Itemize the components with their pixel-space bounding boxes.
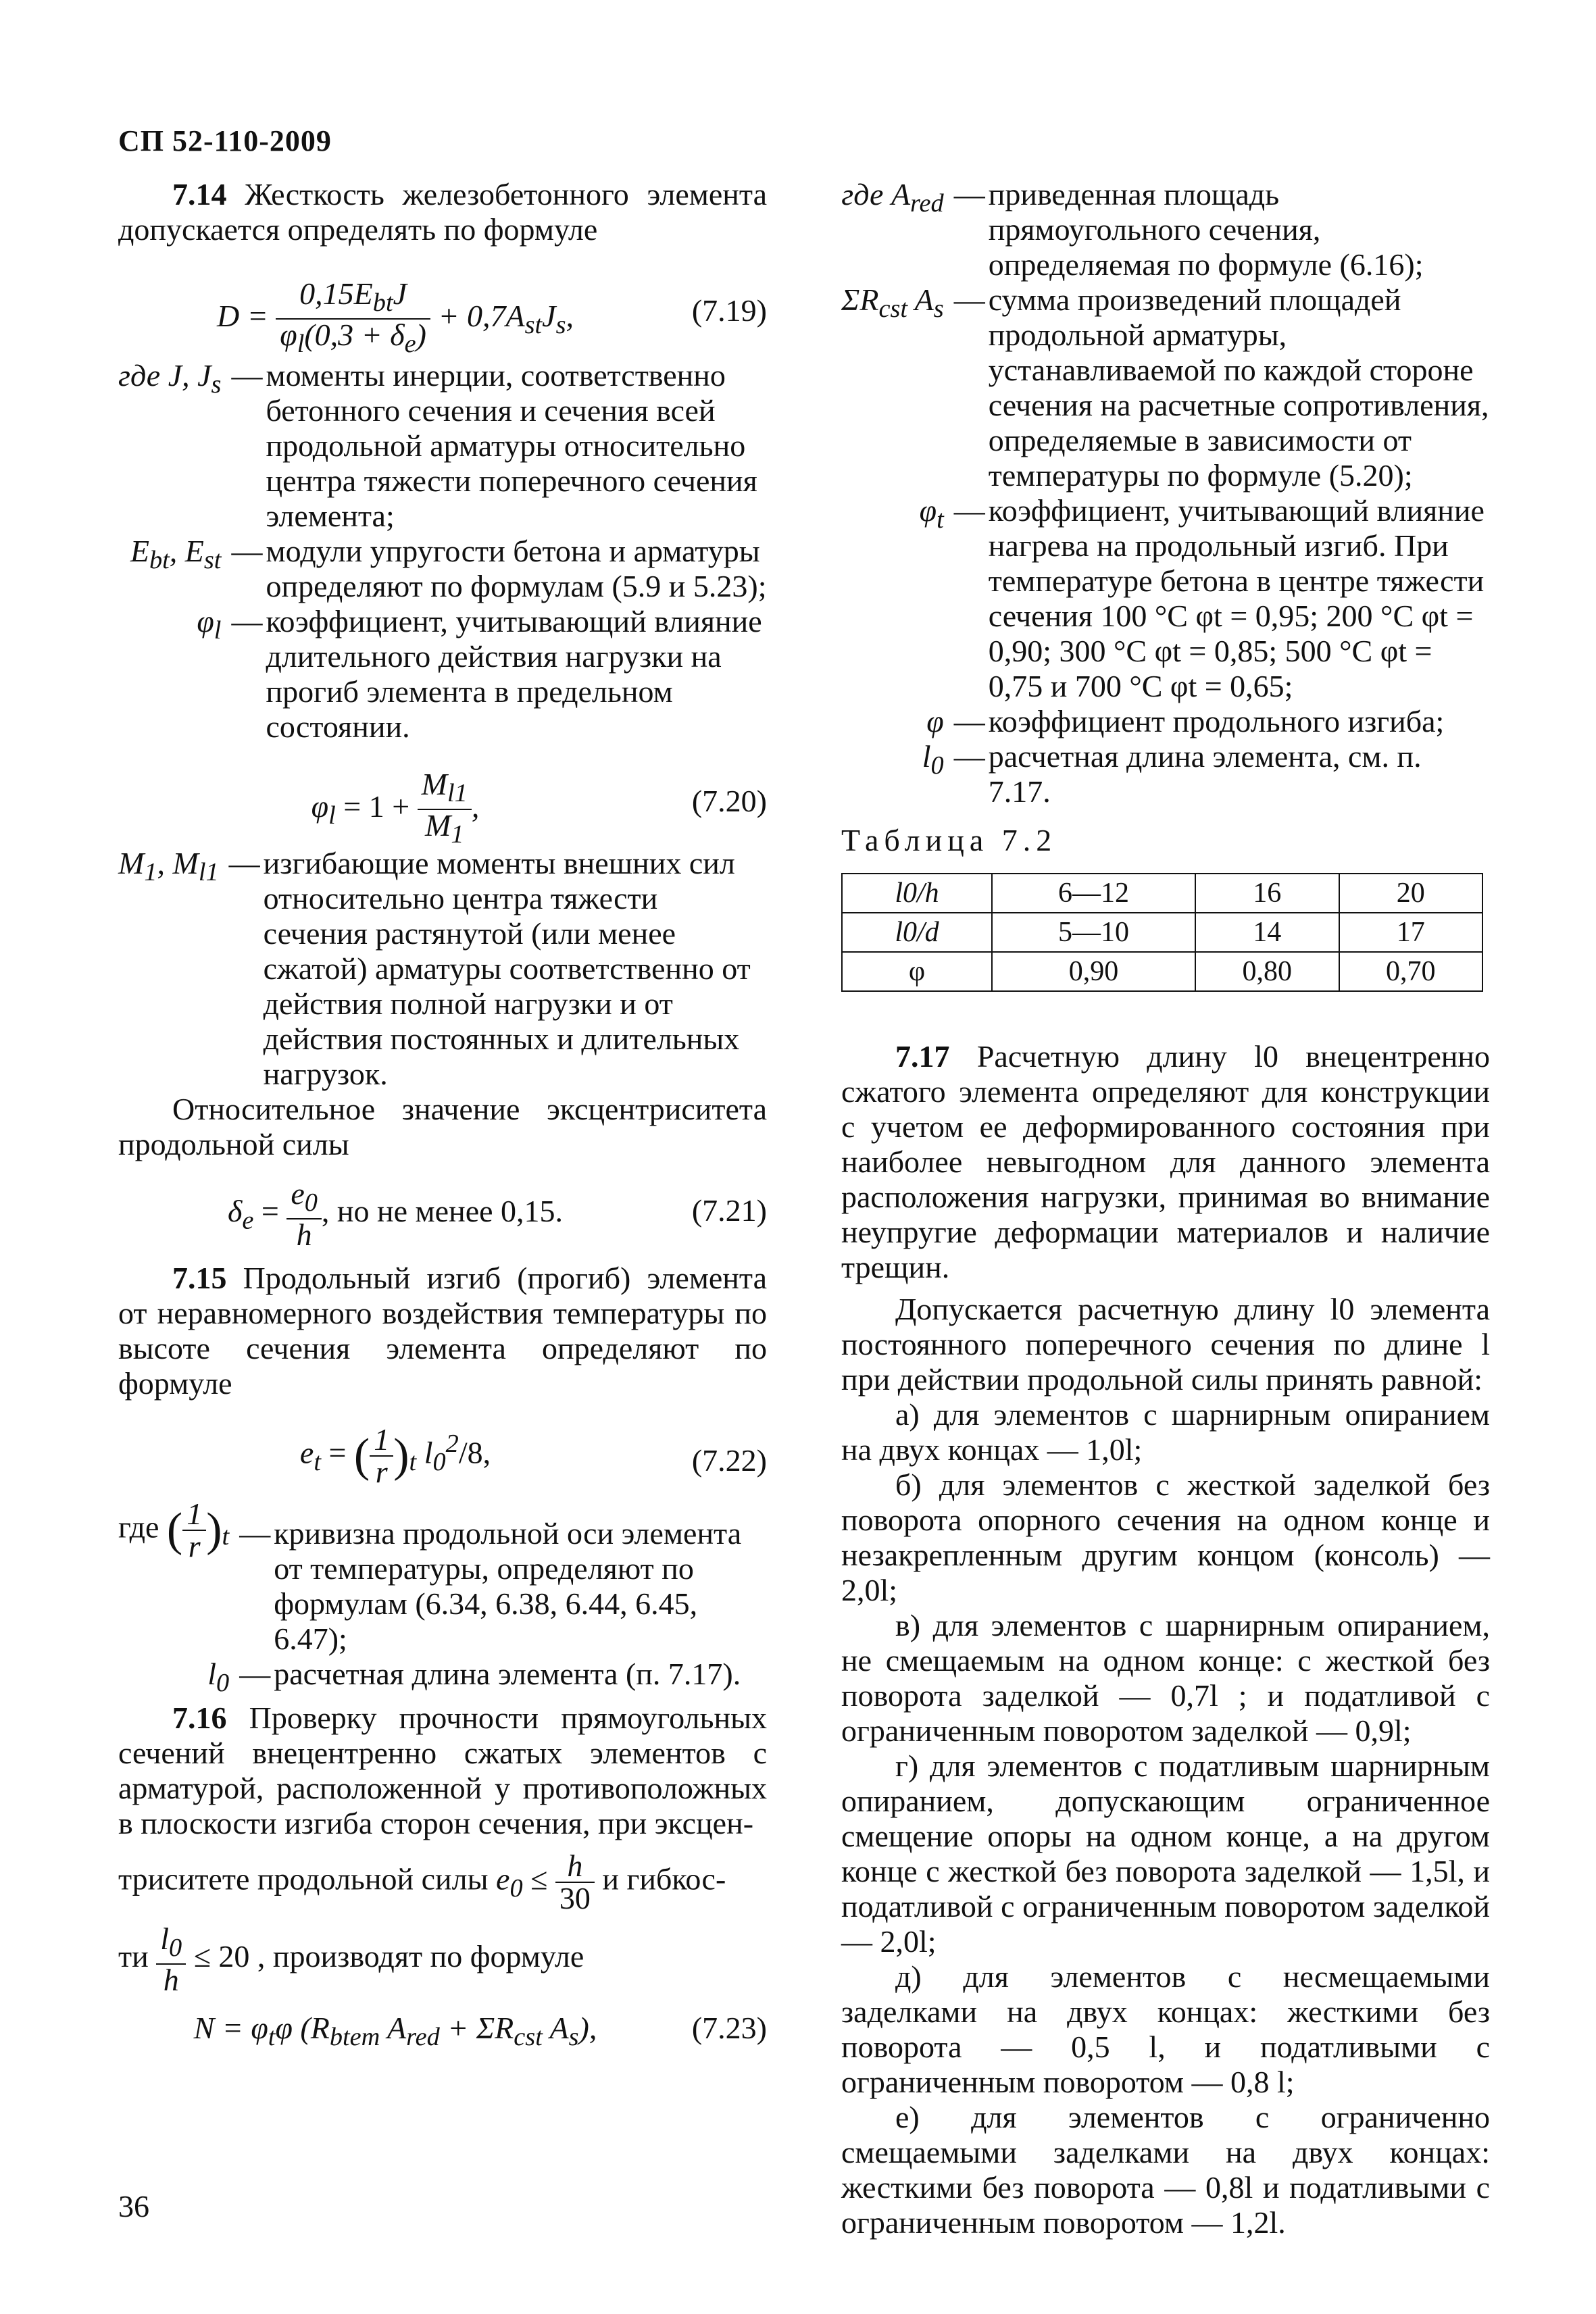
table-row: l0/d 5—10 14 17 bbox=[842, 913, 1482, 952]
page-number: 36 bbox=[118, 2189, 149, 2223]
paragraph-7-16: 7.16 Проверку прочности прямоугольных сечений внецентренно сжатых элементов с арматурой, расположенной у противоположных в плоскости изгиба сторон сечения, при эксцен- bbox=[118, 1701, 767, 1841]
formula-7-21: $\delta_e$ = $\frac{e_0}{h}$ , но не менее 0,15. (7.21) bbox=[227, 1176, 767, 1253]
definitions-list: $M_1$, $M_{l1}$ — изгибающие моменты внешних сил относительно центра тяжести сечения растянутой (или менее сжатой) арматуры соответственно от действия полной нагрузки и от действия постоянных и длительных нагрузок. bbox=[118, 846, 751, 1091]
definitions-list: где $A_{red}$ — приведенная площадь прямоугольного сечения, определяемая по формуле (6.16); $\Sigma R_{cst}$ $A_s$ — сумма произведений площадей продольной арматуры, устанавливаемой по каждой стороне сечения на расчетные сопротивления, определяемые в зависимости от температуры по формуле (5.20); $\varphi_t$ — коэффициент, учитывающий влияние нагрева на продольный изгиб. При температуре бетона в центре тяжести сечения 100 °С φt = 0,95; 200 °С φt = 0,90; 300 °С φt = 0,85; 500 °С φt = 0,75 и 700 °С φt = 0,65; φ — коэффициент продольного изгиба; $l_0$ — расчетная длина элемента, см. п. 7.17. bbox=[841, 177, 1489, 809]
formula-7-19: D = $\frac{0,15E_{bt}J}{\varphi_l(0,3 + \delta_e)}$ + $0,7A_{st}J_s$, (7.19) bbox=[216, 276, 767, 359]
table-caption: Таблица 7.2 bbox=[841, 823, 1057, 857]
list-item: а) для элементов с шарнирным опиранием на двух концах — 1,0l; bbox=[841, 1397, 1490, 1467]
formula-number: (7.23) bbox=[691, 2011, 767, 2046]
definitions-list: где ( $\frac{1}{r}$ )$_t$ — кривизна продольной оси элемента от температуры, определяют по формулам (6.34, 6.38, 6.44, 6.45, 6.47); $l_0$ — расчетная длина элемента (п. 7.17). bbox=[118, 1496, 742, 1698]
document-header: СП 52-110-2009 bbox=[118, 124, 332, 157]
list-item: б) для элементов с жесткой заделкой без поворота опорного сечения на одном конце и незакрепленным другим концом (консоль) — 2,0l; bbox=[841, 1467, 1490, 1607]
formula-number: (7.22) bbox=[691, 1443, 767, 1478]
formula-number: (7.21) bbox=[691, 1193, 767, 1228]
table-row: l0/h 6—12 16 20 bbox=[842, 874, 1482, 913]
paragraph-7-17: 7.17 Расчетную длину l0 внецентренно сжатого элемента определяют для конструкции с учетом ее деформированного состояния при наиболее невыгодном для данного элемента расположения нагрузки, принимая во внимание неупругие деформации материалов и наличие трещин. bbox=[841, 1039, 1490, 1284]
paragraph-allowed: Допускается расчетную длину l0 элемента постоянного поперечного сечения по длине l при действии продольной силы принять равной: bbox=[841, 1292, 1490, 1397]
right-column bbox=[841, 177, 1490, 2240]
table-7-2 bbox=[841, 873, 1483, 992]
formula-7-22: $e_t$ = ( $\frac{1}{r}$ )$_t$ $l_0^2/8$, (7.22) bbox=[299, 1422, 767, 1489]
formula-7-20: $\varphi_l = 1$ + $\frac{M_{l1}}{M_1}$ , (7.20) bbox=[311, 767, 767, 849]
formula-7-23: $N = \varphi_t\varphi$ ($R_{btem}$ $A_{red} + \Sigma R_{cst}$ $A_s$), (7.23) bbox=[193, 2011, 767, 2052]
list-item: г) для элементов с податливым шарнирным опиранием, допускающим ограниченное смещение опоры на одном конце, а на другом конце с жесткой без поворота заделкой — 1,5l, и податливой с ограниченным поворотом заделкой — 2,0l; bbox=[841, 1749, 1490, 1959]
paragraph-7-16-line3: ти $\frac{l_0}{h}$ ≤ 20 , производят по формуле bbox=[118, 1921, 584, 1998]
formula-number: (7.20) bbox=[691, 784, 767, 818]
list-item: в) для элементов с шарнирным опиранием, не смещаемым на одном конце: с жесткой без поворота заделкой — 0,7l ; и податливой с ограниченным поворотом заделкой — 0,9l; bbox=[841, 1608, 1490, 1748]
paragraph-7-15: 7.15 Продольный изгиб (прогиб) элемента от неравномерного воздействия температуры по высоте сечения элемента определяют по формуле bbox=[118, 1261, 767, 1401]
definitions-list: где J, $J_s$ — моменты инерции, соответственно бетонного сечения и сечения всей продольной арматуры относительно центра тяжести поперечного сечения элемента; $E_{bt}$, $E_{st}$ — модули упругости бетона и арматуры определяют по формулам (5.9 и 5.23); $\varphi_l$ — коэффициент, учитывающий влияние длительного действия нагрузки на прогиб элемента в предельном состоянии. bbox=[118, 358, 767, 744]
paragraph-7-16-line2: триситете продольной силы $e_0$ ≤ $\frac{h}{30}$ и гибкос- bbox=[118, 1848, 726, 1916]
list-item: е) для элементов с ограниченно смещаемыми заделками на двух концах: жесткими без поворота — 0,8l и податливыми с ограниченным поворотом — 1,2l. bbox=[841, 2100, 1490, 2240]
left-column bbox=[118, 177, 767, 2053]
paragraph-eccentricity: Относительное значение эксцентриситета продольной силы bbox=[118, 1092, 767, 1161]
formula-number: (7.19) bbox=[691, 293, 767, 328]
paragraph-7-14: 7.14 Жесткость железобетонного элемента допускается определять по формуле bbox=[118, 177, 767, 247]
table-row: φ 0,90 0,80 0,70 bbox=[842, 952, 1482, 991]
list-item: д) для элементов с несмещаемыми заделками на двух концах: жесткими без поворота — 0,5 l, и податливыми с ограниченным поворотом — 0,8 l; bbox=[841, 1959, 1490, 2099]
